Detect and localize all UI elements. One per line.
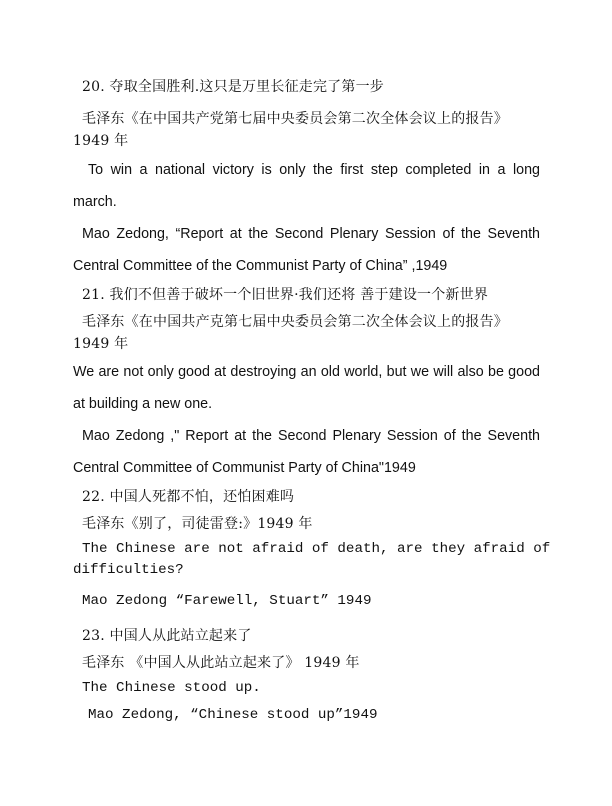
chinese-source-year: 1949 年 xyxy=(73,336,129,352)
english-quote: The Chinese stood up. xyxy=(82,680,261,696)
english-quote-continued: difficulties? xyxy=(73,562,184,578)
english-source-continued: Central Committee of the Communist Party of China” ,1949 xyxy=(73,258,448,274)
chinese-source: 毛泽东 《中国人从此站立起来了》 1949 年 xyxy=(82,655,360,671)
english-quote: The Chinese are not afraid of death, are they afraid of xyxy=(82,541,551,557)
english-source: Mao Zedong, “Chinese stood up”1949 xyxy=(88,707,378,723)
chinese-source: 毛泽东《别了，司徒雷登:》1949 年 xyxy=(82,516,313,532)
english-source: Mao Zedong ," Report at the Second Plenary Session of the Seventh xyxy=(82,428,540,444)
entry-title: 21. 我们不但善于破坏一个旧世界·我们还将 善于建设一个新世界 xyxy=(82,287,489,303)
english-quote-continued: march. xyxy=(73,194,117,210)
chinese-source: 毛泽东《在中国共产克第七届中央委员会第二次全体会议上的报告》 xyxy=(82,314,508,330)
english-source-continued: Central Committee of Communist Party of China"1949 xyxy=(73,460,416,476)
chinese-source-year: 1949 年 xyxy=(73,133,129,149)
entry-title: 22. 中国人死都不怕，还怕困难吗 xyxy=(82,489,295,505)
english-source: Mao Zedong “Farewell, Stuart” 1949 xyxy=(82,593,372,609)
entry-title: 23. 中国人从此站立起来了 xyxy=(82,628,252,644)
english-quote: We are not only good at destroying an old world, but we will also be good xyxy=(73,364,540,380)
english-quote: To win a national victory is only the first step completed in a long xyxy=(88,162,540,178)
english-source: Mao Zedong, “Report at the Second Plenary Session of the Seventh xyxy=(82,226,540,242)
chinese-source: 毛泽东《在中国共产党第七届中央委员会第二次全体会议上的报告》 xyxy=(82,111,508,127)
entry-title: 20. 夺取全国胜利.这只是万里长征走完了第一步 xyxy=(82,79,384,95)
english-quote-continued: at building a new one. xyxy=(73,396,213,412)
